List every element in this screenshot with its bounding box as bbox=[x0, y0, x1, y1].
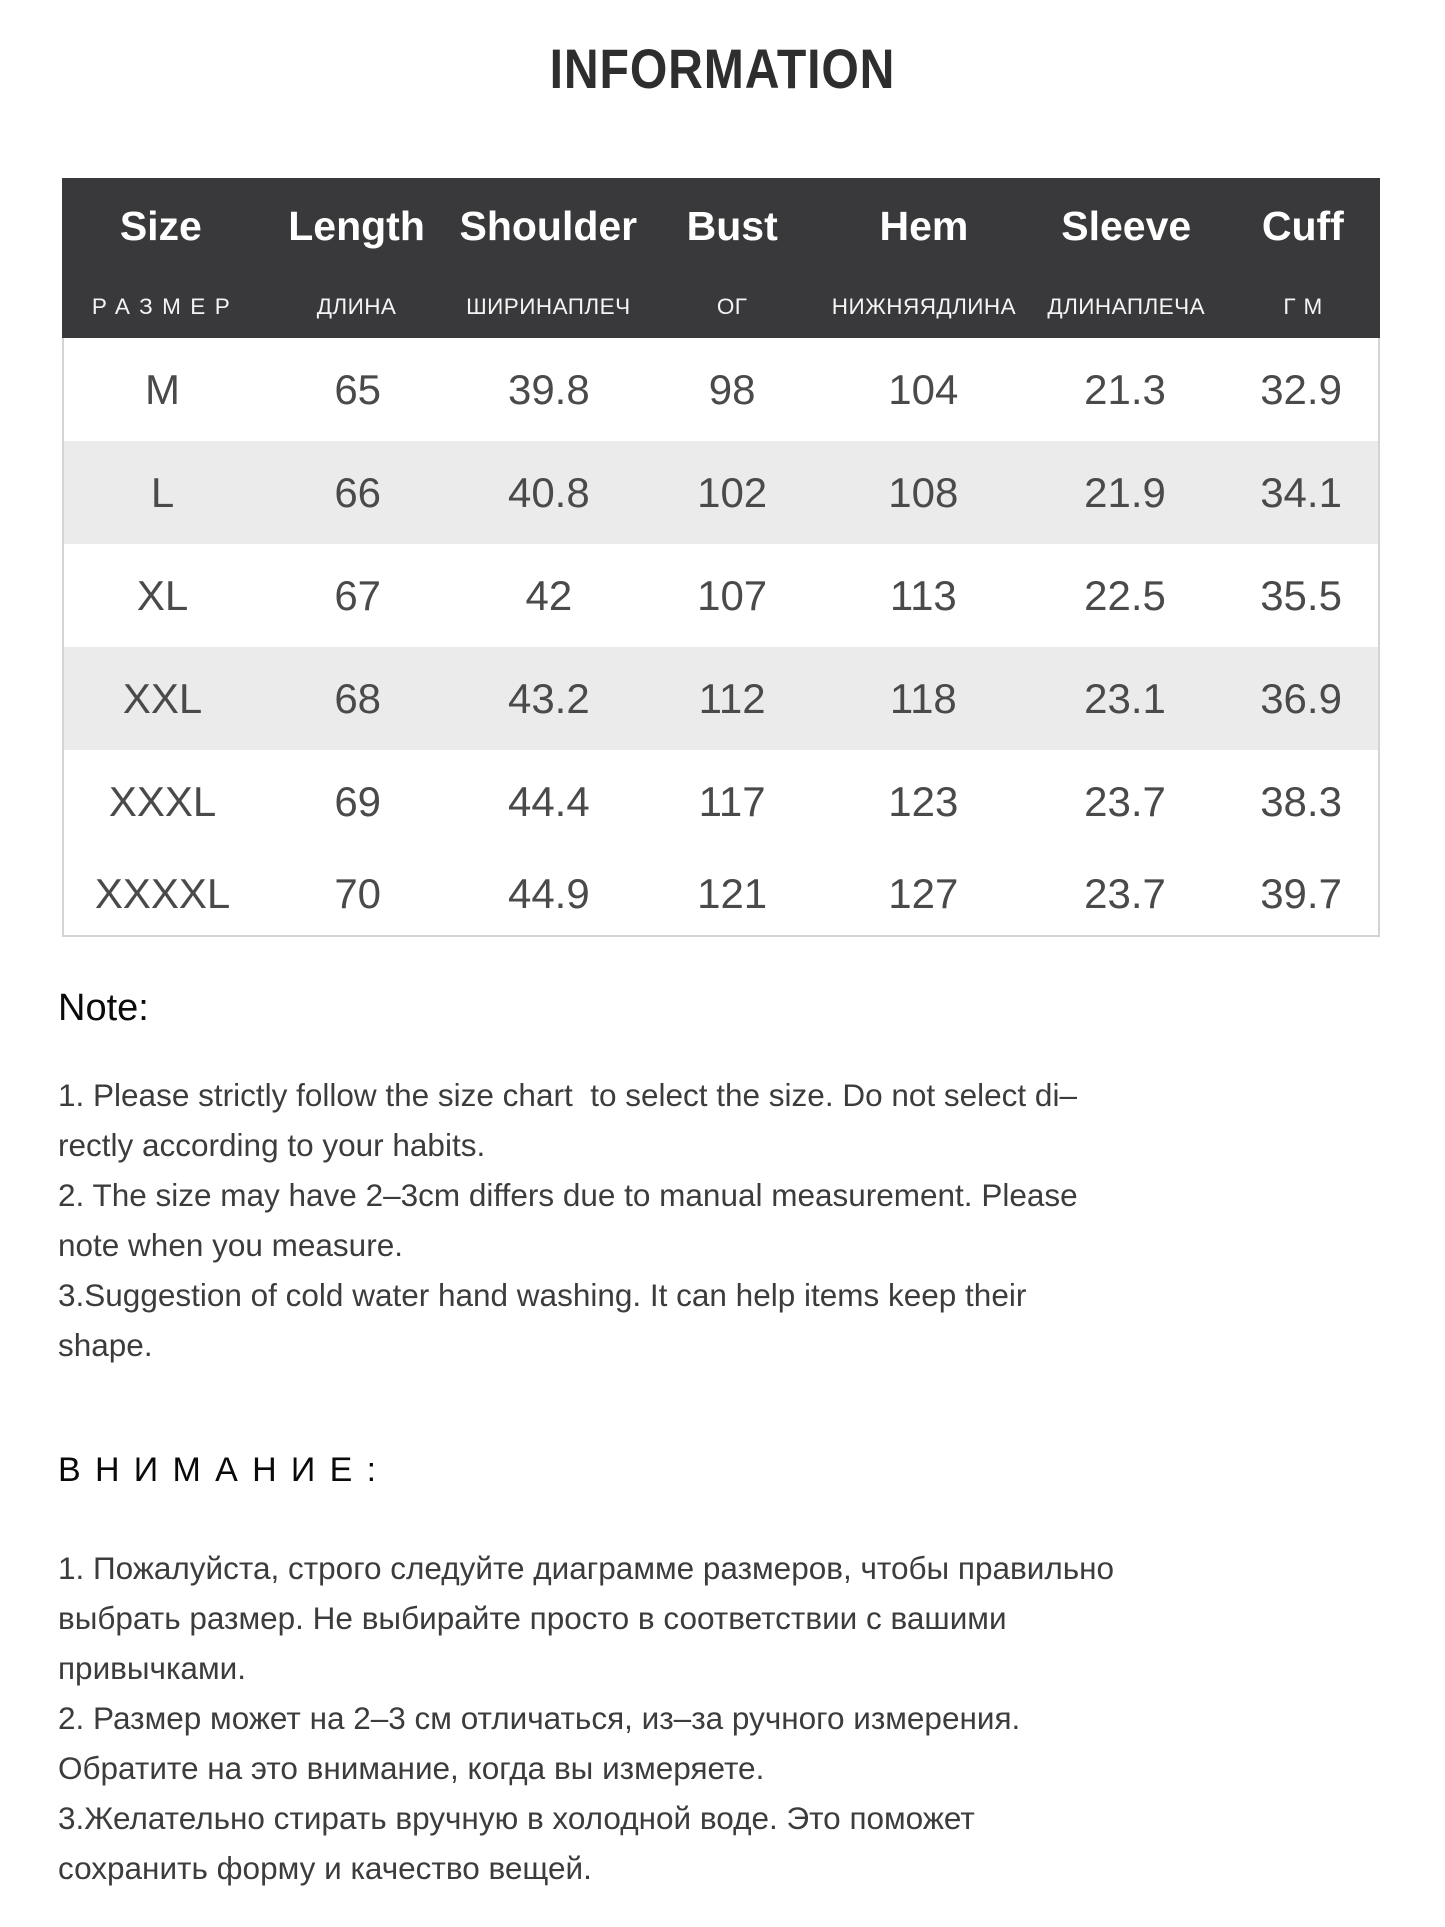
measurement-cell: 123 bbox=[888, 777, 959, 825]
measurement-cell: 39.8 bbox=[507, 365, 590, 413]
size-cell: XXXXL bbox=[94, 870, 231, 917]
attention-line: 3.Желательно стирать вручную в холодной воде. Это поможет bbox=[58, 1800, 975, 1837]
measurement-cell: 38.3 bbox=[1260, 777, 1342, 825]
attention-section bbox=[58, 1452, 1405, 1893]
measurement-cell: 40.8 bbox=[507, 468, 590, 516]
column-label-ru: ГМ bbox=[1283, 293, 1331, 319]
measurement-cell: 34.1 bbox=[1260, 468, 1342, 516]
attention-line: 2. Размер может на 2–3 см отличаться, из–за ручного измерения. bbox=[58, 1700, 1021, 1737]
measurement-cell: 36.9 bbox=[1260, 674, 1342, 722]
table-row-xl bbox=[64, 544, 1378, 647]
measurement-cell: 69 bbox=[334, 777, 382, 825]
column-header-cuff bbox=[1226, 178, 1380, 338]
column-label-en: Size bbox=[119, 203, 202, 249]
column-label-en: Shoulder bbox=[459, 203, 638, 249]
attention-line: сохранить форму и качество вещей. bbox=[58, 1850, 592, 1887]
attention-heading: ВНИМАНИЕ: bbox=[58, 1451, 391, 1489]
table-row-xxxxl bbox=[64, 853, 1378, 935]
measurement-cell: 107 bbox=[697, 571, 768, 619]
measurement-cell: 23.7 bbox=[1084, 777, 1166, 825]
measurement-cell: 35.5 bbox=[1260, 571, 1342, 619]
measurement-cell: 118 bbox=[889, 674, 957, 722]
size-cell: XXXL bbox=[108, 777, 217, 825]
measurement-cell: 65 bbox=[334, 365, 382, 413]
table-row-m bbox=[64, 338, 1378, 441]
attention-paragraph bbox=[58, 1543, 1405, 1893]
measurement-cell: 102 bbox=[697, 468, 768, 516]
table-row-xxxl bbox=[64, 750, 1378, 853]
measurement-cell: 39.7 bbox=[1260, 870, 1342, 917]
attention-line: 1. Пожалуйста, строго следуйте диаграмме размеров, чтобы правильно bbox=[58, 1550, 1115, 1587]
attention-line: привычками. bbox=[58, 1650, 246, 1687]
column-label-en: Sleeve bbox=[1061, 203, 1192, 249]
measurement-cell: 42 bbox=[525, 571, 573, 619]
measurement-cell: 68 bbox=[334, 674, 382, 722]
measurement-cell: 21.9 bbox=[1084, 468, 1166, 516]
column-label-ru: НИЖНЯЯДЛИНА bbox=[831, 293, 1017, 319]
measurement-cell: 23.7 bbox=[1084, 870, 1166, 917]
measurement-cell: 21.3 bbox=[1084, 365, 1166, 413]
column-label-ru: ОГ bbox=[716, 293, 748, 319]
table-body bbox=[62, 338, 1380, 937]
column-header-shoulder bbox=[453, 178, 643, 338]
page-title: INFORMATION bbox=[549, 37, 896, 100]
note-line: shape. bbox=[58, 1326, 153, 1363]
measurement-cell: 22.5 bbox=[1084, 571, 1166, 619]
measurement-cell: 121 bbox=[697, 870, 768, 917]
table-header bbox=[62, 178, 1380, 338]
column-label-en: Cuff bbox=[1261, 203, 1344, 249]
note-line: 3.Suggestion of cold water hand washing. It can help items keep their bbox=[58, 1276, 1027, 1313]
column-label-en: Hem bbox=[879, 203, 969, 249]
measurement-cell: 44.9 bbox=[507, 870, 590, 917]
column-label-ru: РАЗМЕР bbox=[91, 293, 240, 319]
measurement-cell: 44.4 bbox=[507, 777, 590, 825]
attention-line: Обратите на это внимание, когда вы измеряете. bbox=[58, 1750, 765, 1787]
measurement-cell: 70 bbox=[334, 870, 382, 917]
table-row-xxl bbox=[64, 647, 1378, 750]
column-header-size bbox=[62, 178, 260, 338]
column-header-hem bbox=[821, 178, 1027, 338]
note-heading: Note: bbox=[58, 987, 149, 1029]
measurement-cell: 112 bbox=[698, 674, 766, 722]
note-line: note when you measure. bbox=[58, 1226, 403, 1263]
column-header-length bbox=[260, 178, 454, 338]
measurement-cell: 117 bbox=[698, 777, 766, 825]
measurement-cell: 66 bbox=[334, 468, 382, 516]
size-cell: L bbox=[150, 468, 175, 516]
column-header-bust bbox=[643, 178, 821, 338]
attention-line: выбрать размер. Не выбирайте просто в соответствии с вашими bbox=[58, 1600, 1007, 1637]
note-line: 2. The size may have 2–3cm differs due to manual measurement. Please bbox=[58, 1176, 1078, 1213]
note-line: 1. Please strictly follow the size chart to select the size. Do not select di– bbox=[58, 1076, 1077, 1113]
size-cell: XXL bbox=[122, 674, 203, 722]
measurement-cell: 43.2 bbox=[507, 674, 590, 722]
size-cell: XL bbox=[136, 571, 189, 619]
size-table bbox=[62, 178, 1380, 937]
table-row-l bbox=[64, 441, 1378, 544]
column-label-ru: ШИРИНАПЛЕЧ bbox=[466, 293, 631, 319]
measurement-cell: 108 bbox=[888, 468, 959, 516]
column-label-ru: ДЛИНАПЛЕЧА bbox=[1047, 293, 1206, 319]
measurement-cell: 104 bbox=[888, 365, 959, 413]
measurement-cell: 32.9 bbox=[1260, 365, 1342, 413]
column-header-sleeve bbox=[1027, 178, 1226, 338]
measurement-cell: 98 bbox=[708, 365, 756, 413]
note-line: rectly according to your habits. bbox=[58, 1126, 486, 1163]
measurement-cell: 113 bbox=[889, 571, 957, 619]
size-cell: M bbox=[145, 365, 181, 413]
measurement-cell: 127 bbox=[888, 870, 959, 917]
measurement-cell: 67 bbox=[334, 571, 382, 619]
note-section bbox=[58, 988, 1405, 1370]
note-paragraph bbox=[58, 1070, 1405, 1370]
column-label-en: Bust bbox=[686, 203, 778, 249]
measurement-cell: 23.1 bbox=[1084, 674, 1166, 722]
column-label-ru: ДЛИНА bbox=[316, 293, 397, 319]
column-label-en: Length bbox=[288, 203, 425, 249]
